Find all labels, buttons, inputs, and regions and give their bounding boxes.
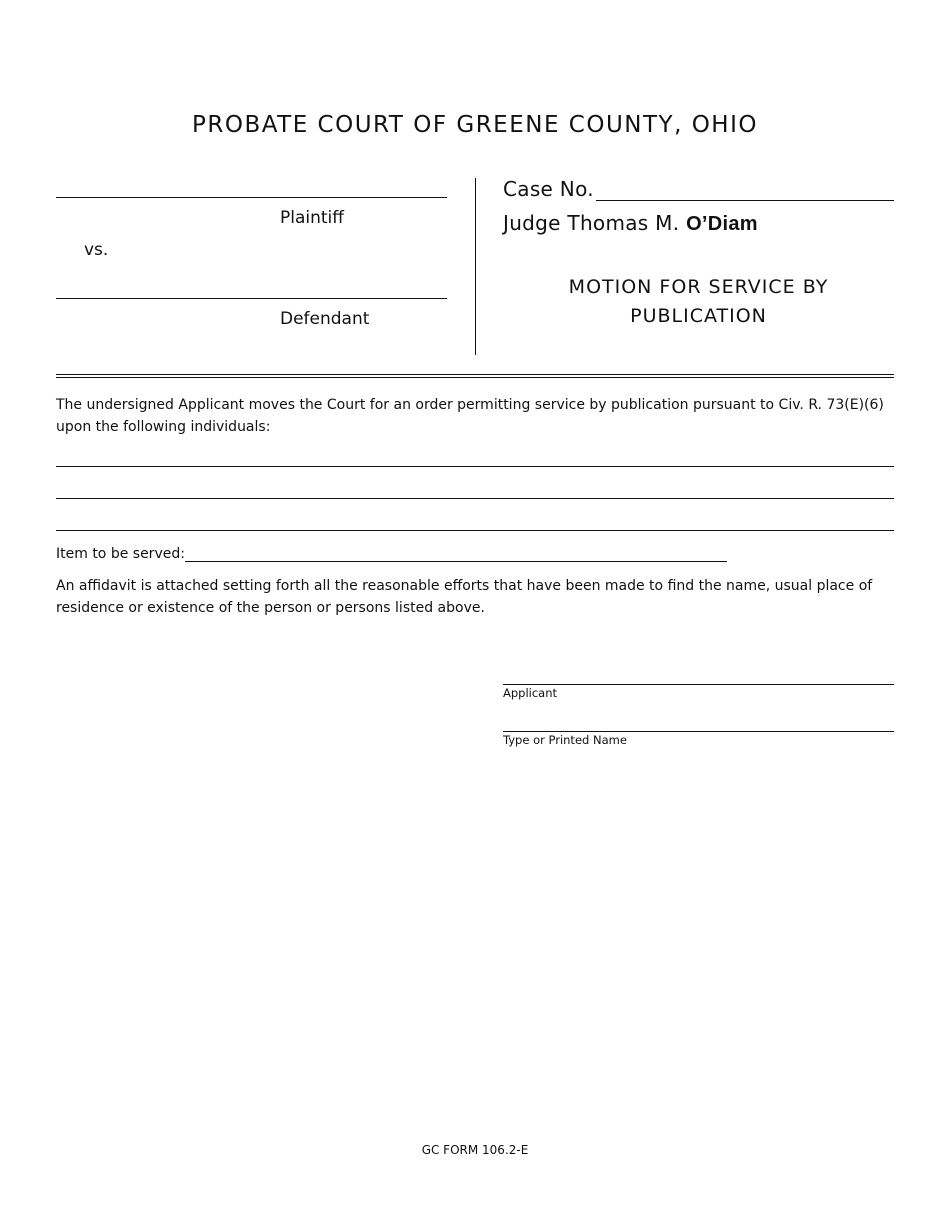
case-no-label: Case No. xyxy=(503,177,594,201)
individual-line-1[interactable] xyxy=(56,466,894,467)
item-to-be-served-field[interactable] xyxy=(185,561,727,562)
caption-divider xyxy=(475,178,476,355)
judge-prefix: Judge Thomas M. xyxy=(503,211,680,235)
double-rule-bottom xyxy=(56,377,894,378)
case-no-field[interactable] xyxy=(596,200,894,201)
form-id: GC FORM 106.2-E xyxy=(421,1143,529,1157)
plaintiff-line[interactable] xyxy=(56,197,447,198)
applicant-signature-line[interactable] xyxy=(503,684,894,685)
court-title: PROBATE COURT OF GREENE COUNTY, OHIO xyxy=(191,112,758,138)
judge-name: O’Diam xyxy=(686,213,758,235)
defendant-label: Defendant xyxy=(280,309,370,329)
individual-line-2[interactable] xyxy=(56,498,894,499)
judge-line xyxy=(503,210,758,237)
double-rule-top xyxy=(56,374,894,375)
plaintiff-label: Plaintiff xyxy=(280,208,344,228)
intro-paragraph: The undersigned Applicant moves the Court for an order permitting service by publication pursuant to Civ. R. 73(E)(6) upon the following individuals: xyxy=(56,397,884,435)
motion-title: MOTION FOR SERVICE BY PUBLICATION xyxy=(568,276,829,327)
affidavit-paragraph: An affidavit is attached setting forth all the reasonable efforts that have been made to find the name, usual place of residence or existence of the person or persons listed above. xyxy=(56,578,873,616)
applicant-label: Applicant xyxy=(503,686,558,700)
vs-label: vs. xyxy=(84,240,109,260)
item-to-be-served-label: Item to be served: xyxy=(56,546,185,562)
defendant-line[interactable] xyxy=(56,298,447,299)
printed-name-label: Type or Printed Name xyxy=(503,733,627,747)
individual-line-3[interactable] xyxy=(56,530,894,531)
